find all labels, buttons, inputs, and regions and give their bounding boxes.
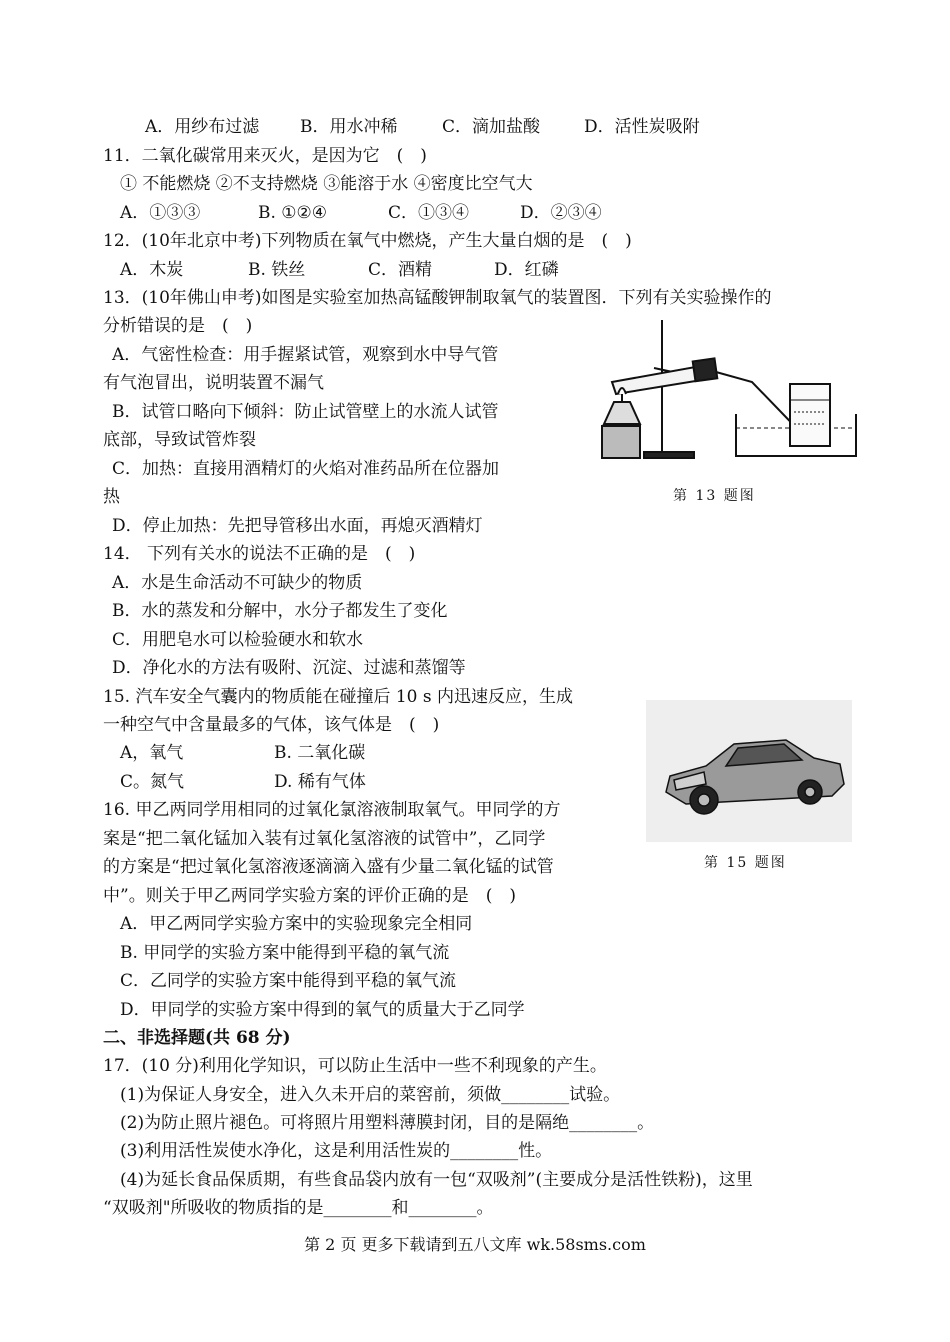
q13-stem-line2: 分析错误的是 ( ) — [103, 316, 253, 336]
q10-option-b: B．用水冲稀 — [300, 117, 398, 137]
q16-stem-line1: 16. 甲乙两同学用相同的过氧化氯溶液制取氧气。甲同学的方 — [103, 800, 561, 820]
q12-stem: 12．(10年北京中考)下列物质在氧气中燃烧，产生大量白烟的是 ( ) — [103, 231, 632, 251]
q17-part3: (3)利用活性炭使水净化，这是利用活性炭的________性。 — [120, 1141, 553, 1161]
q11-option-a: A．①③③ — [120, 203, 201, 223]
q17-stem: 17．(10 分)利用化学知识，可以防止生活中一些不利现象的产生。 — [103, 1056, 607, 1076]
q17-part1: (1)为保证人身安全，进入久未开启的菜窖前，须做________试验。 — [120, 1085, 621, 1105]
q16-stem-line4: 中”。则关于甲乙两同学实验方案的评价正确的是 ( ) — [103, 886, 516, 906]
q13-option-a-line1: A．气密性检查：用手握紧试管，观察到水中导气管 — [112, 345, 499, 365]
q13-option-c-line2: 热 — [103, 487, 120, 507]
q16-stem-line2: 案是“把二氧化锰加入装有过氧化氢溶液的试管中”，乙同学 — [103, 829, 546, 849]
q15-stem-line2: 一种空气中含量最多的气体，该气体是 ( ) — [103, 715, 440, 735]
q16-option-d: D．甲同学的实验方案中得到的氧气的质量大于乙同学 — [120, 1000, 525, 1020]
q15-car-figure — [646, 700, 852, 842]
q14-option-a: A．水是生命活动不可缺少的物质 — [112, 573, 363, 593]
q16-option-b: B. 甲同学的实验方案中能得到平稳的氧气流 — [120, 943, 450, 963]
q17-part4-line2: “双吸剂"所吸收的物质指的是________和________。 — [103, 1198, 494, 1218]
q12-option-c: C．酒精 — [368, 260, 433, 280]
q12-option-b: B. 铁丝 — [248, 260, 306, 280]
q16-option-c: C．乙同学的实验方案中能得到平稳的氧气流 — [120, 971, 457, 991]
q11-stem: 11．二氧化碳常用来灭火，是因为它 ( ) — [103, 146, 427, 166]
q15-figure-caption: 第 15 题图 — [704, 855, 787, 871]
q15-option-c: C。氮气 — [120, 772, 185, 792]
q11-items: ① 不能燃烧 ②不支持燃烧 ③能溶于水 ④密度比空气大 — [120, 174, 533, 194]
q13-option-a-line2: 有气泡冒出，说明装置不漏气 — [103, 373, 324, 393]
q11-option-d: D．②③④ — [520, 203, 602, 223]
q10-option-a: A．用纱布过滤 — [145, 117, 260, 137]
q12-option-a: A．木炭 — [120, 260, 184, 280]
q13-option-b-line2: 底部，导致试管炸裂 — [103, 430, 256, 450]
q14-option-c: C．用肥皂水可以检验硬水和软水 — [112, 630, 364, 650]
q17-part2: (2)为防止照片褪色。可将照片用塑料薄膜封闭，目的是隔绝________。 — [120, 1113, 655, 1133]
q14-stem: 14． 下列有关水的说法不正确的是 ( ) — [103, 544, 416, 564]
q17-part4-line1: (4)为延长食品保质期，有些食品袋内放有一包“双吸剂”(主要成分是活性铁粉)，这里 — [120, 1170, 753, 1190]
q11-option-b: B. ①②④ — [258, 203, 328, 223]
q15-stem-line1: 15. 汽车安全气囊内的物质能在碰撞后 10 s 内迅速反应，生成 — [103, 687, 574, 707]
q10-option-d: D．活性炭吸附 — [584, 117, 700, 137]
q11-option-c: C．①③④ — [388, 203, 470, 223]
q14-option-b: B．水的蒸发和分解中，水分子都发生了变化 — [112, 601, 448, 621]
q16-option-a: A．甲乙两同学实验方案中的实验现象完全相同 — [120, 914, 473, 934]
q13-option-b-line1: B．试管口略向下倾斜：防止试管壁上的水流人试管 — [112, 402, 499, 422]
q13-option-d: D．停止加热：先把导管移出水面，再熄灭酒精灯 — [112, 516, 483, 536]
q13-figure-caption: 第 13 题图 — [673, 488, 756, 504]
q12-option-d: D．红磷 — [494, 260, 559, 280]
q10-option-c: C．滴加盐酸 — [442, 117, 541, 137]
q15-option-b: B. 二氧化碳 — [274, 743, 366, 763]
q15-option-a: A，氧气 — [120, 743, 184, 763]
q16-stem-line3: 的方案是“把过氧化氢溶液逐滴滴入盛有少量二氧化锰的试管 — [103, 857, 554, 877]
page-footer: 第 2 页 更多下载请到五八文库 wk.58sms.com — [304, 1235, 646, 1254]
q13-apparatus-figure — [594, 316, 866, 466]
q13-option-c-line1: C．加热：直接用酒精灯的火焰对准药品所在位器加 — [112, 459, 500, 479]
q13-stem-line1: 13．(10年佛山申考)如图是实验室加热高锰酸钾制取氧气的装置图．下列有关实验操作的 — [103, 288, 772, 308]
q14-option-d: D．净化水的方法有吸附、沉淀、过滤和蒸馏等 — [112, 658, 466, 678]
q15-option-d: D. 稀有气体 — [274, 772, 366, 792]
section-heading: 二、非选择题(共 68 分) — [103, 1028, 291, 1048]
